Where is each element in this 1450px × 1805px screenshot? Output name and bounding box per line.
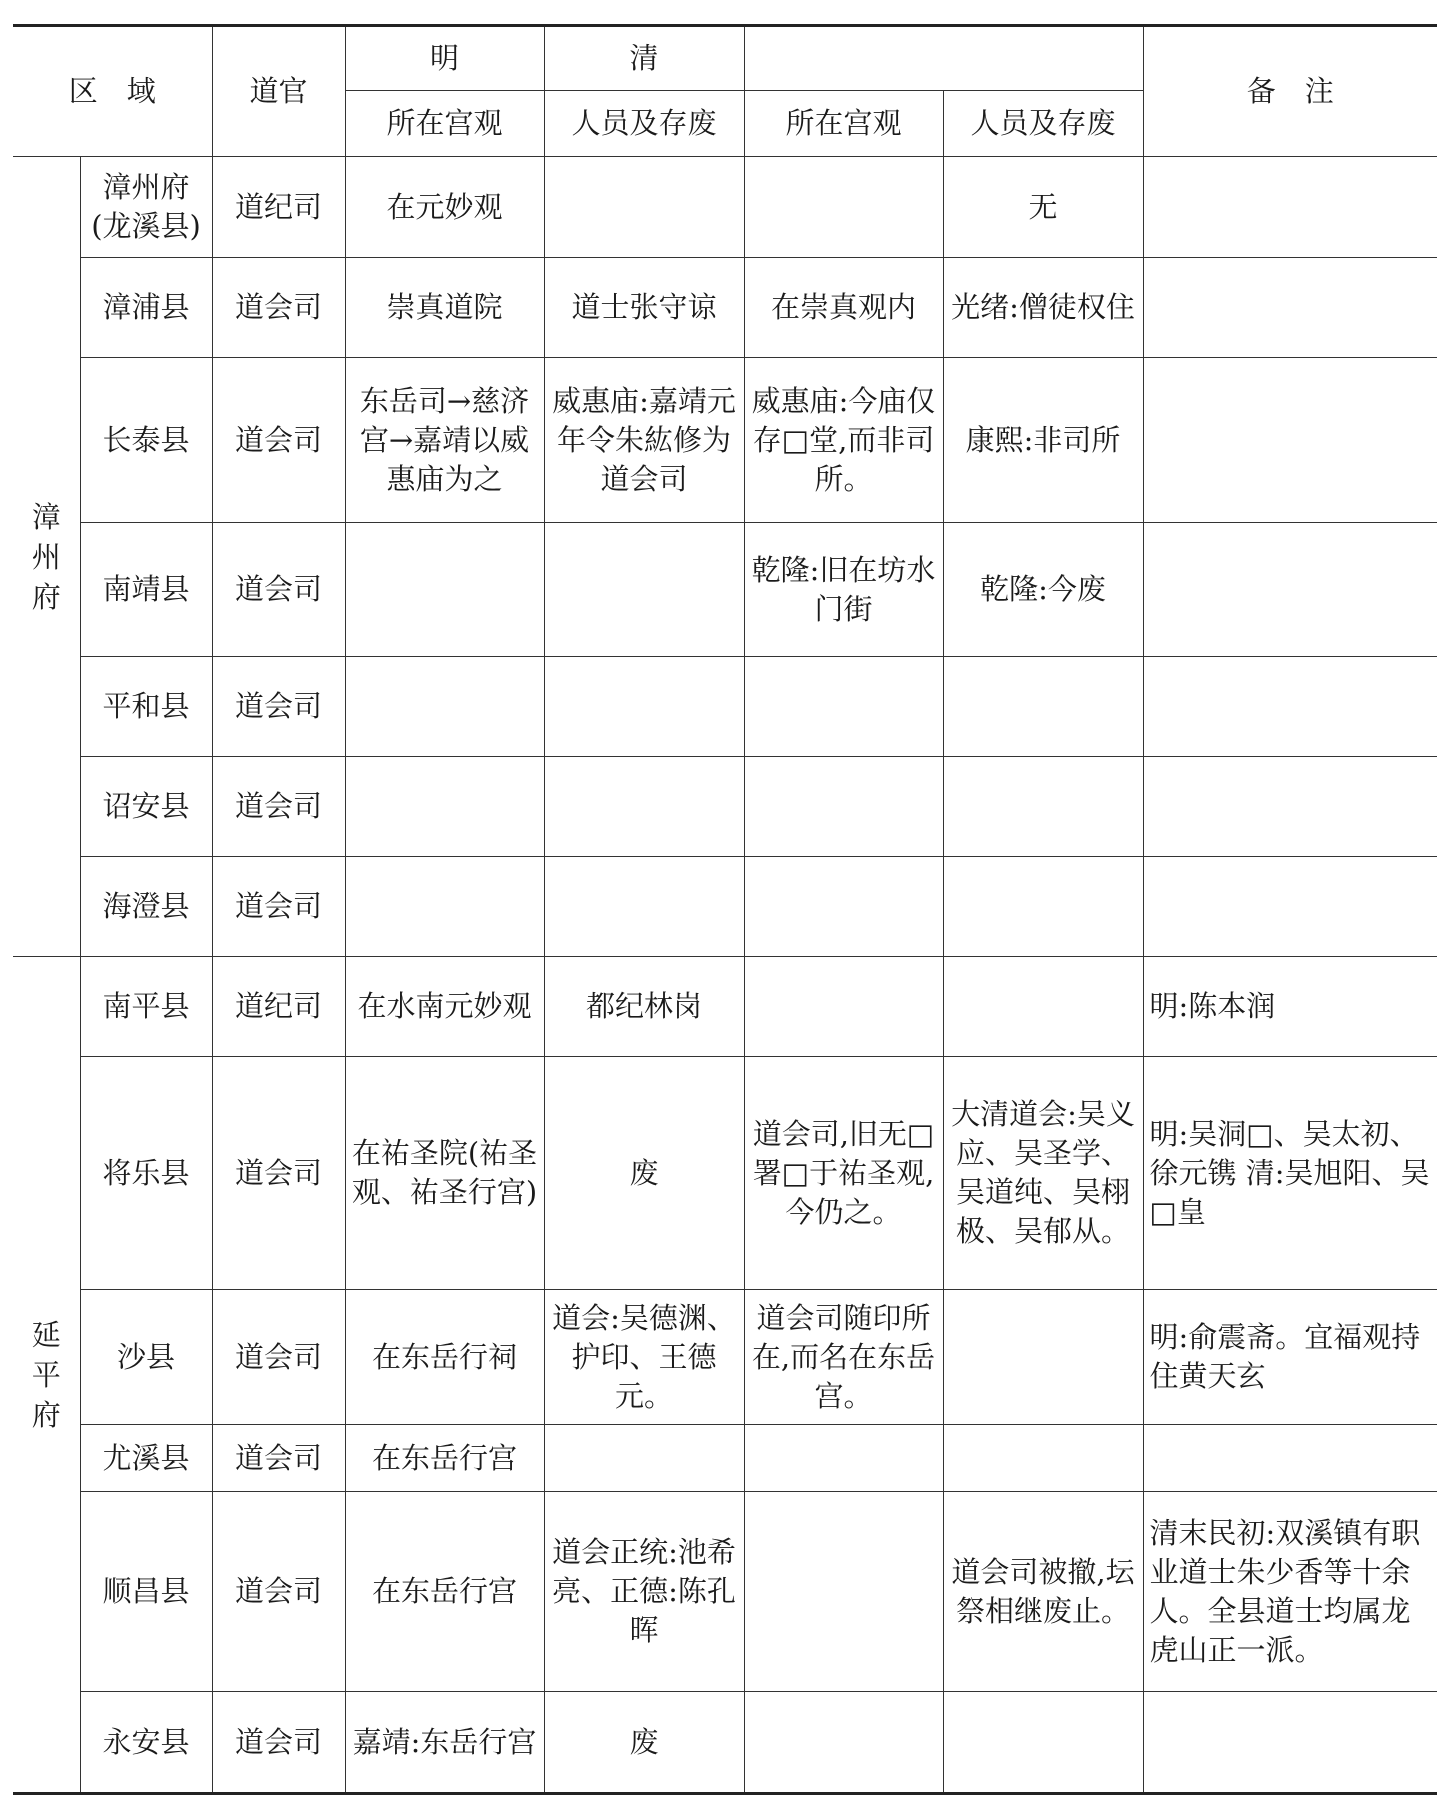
note-cell (1143, 757, 1437, 857)
header-row-1 (13, 26, 1437, 91)
county-cell: 南靖县 (80, 523, 212, 657)
table-row (13, 657, 1437, 757)
office-cell: 道会司 (212, 757, 345, 857)
county-cell: 漳浦县 (80, 258, 212, 358)
note-cell (1143, 657, 1437, 757)
qing-place-cell (744, 1492, 943, 1692)
ming-people-cell: 都纪林岗 (544, 957, 744, 1057)
table-body (13, 26, 1437, 1794)
office-cell: 道纪司 (212, 957, 345, 1057)
table-row (13, 1692, 1437, 1794)
ming-people-cell (544, 157, 744, 258)
ming-place-cell: 在元妙观 (345, 157, 544, 258)
header-ming: 明 (345, 26, 544, 91)
table-row (13, 957, 1437, 1057)
county-cell: 永安县 (80, 1692, 212, 1794)
note-cell (1143, 258, 1437, 358)
qing-people-cell: 康熙:非司所 (943, 358, 1143, 523)
qing-place-cell (744, 957, 943, 1057)
qing-people-cell (943, 1290, 1143, 1425)
qing-people-cell: 无 (943, 157, 1143, 258)
qing-people-cell: 光绪:僧徒权住 (943, 258, 1143, 358)
prefecture-label: 漳州府 (31, 499, 61, 614)
prefecture-cell (13, 157, 80, 957)
table-row (13, 1290, 1437, 1425)
table-row (13, 157, 1437, 258)
ming-people-cell: 废 (544, 1057, 744, 1290)
office-cell: 道会司 (212, 1492, 345, 1692)
qing-place-cell (744, 657, 943, 757)
ming-place-cell: 东岳司→慈济宫→嘉靖以威惠庙为之 (345, 358, 544, 523)
table-row (13, 757, 1437, 857)
qing-people-cell (943, 957, 1143, 1057)
qing-people-cell: 大清道会:吴义应、吴圣学、吴道纯、吴栩极、吴郁从。 (943, 1057, 1143, 1290)
note-cell (1143, 523, 1437, 657)
ming-people-cell (544, 857, 744, 957)
table-row (13, 523, 1437, 657)
qing-place-cell: 道会司,旧无□署□于祐圣观,今仍之。 (744, 1057, 943, 1290)
header-empty (744, 26, 1143, 91)
qing-place-cell (744, 857, 943, 957)
ming-place-cell (345, 857, 544, 957)
ming-place-cell: 在祐圣院(祐圣观、祐圣行宫) (345, 1057, 544, 1290)
qing-people-cell (943, 857, 1143, 957)
county-cell: 将乐县 (80, 1057, 212, 1290)
office-cell: 道纪司 (212, 157, 345, 258)
county-cell: 沙县 (80, 1290, 212, 1425)
office-cell: 道会司 (212, 1290, 345, 1425)
qing-place-cell (744, 757, 943, 857)
county-cell: 海澄县 (80, 857, 212, 957)
header-sub: 人员及存废 (544, 91, 744, 157)
table-row (13, 857, 1437, 957)
county-cell: 尤溪县 (80, 1425, 212, 1492)
county-cell: 诏安县 (80, 757, 212, 857)
header-sub: 所在宫观 (744, 91, 943, 157)
office-cell: 道会司 (212, 358, 345, 523)
qing-place-cell: 威惠庙:今庙仅存□堂,而非司所。 (744, 358, 943, 523)
qing-place-cell: 道会司随印所在,而名在东岳宫。 (744, 1290, 943, 1425)
ming-place-cell (345, 523, 544, 657)
qing-people-cell: 乾隆:今废 (943, 523, 1143, 657)
note-cell (1143, 857, 1437, 957)
ming-people-cell (544, 757, 744, 857)
office-cell: 道会司 (212, 523, 345, 657)
ming-people-cell: 废 (544, 1692, 744, 1794)
prefecture-cell (13, 957, 80, 1794)
qing-place-cell (744, 157, 943, 258)
header-region: 区 域 (13, 26, 212, 157)
ming-place-cell: 在东岳行宫 (345, 1492, 544, 1692)
qing-place-cell: 乾隆:旧在坊水门街 (744, 523, 943, 657)
header-sub: 人员及存废 (943, 91, 1143, 157)
county-cell: 长泰县 (80, 358, 212, 523)
table-row (13, 1425, 1437, 1492)
header-sub: 所在宫观 (345, 91, 544, 157)
ming-place-cell: 在水南元妙观 (345, 957, 544, 1057)
office-cell: 道会司 (212, 1057, 345, 1290)
note-cell (1143, 157, 1437, 258)
ming-people-cell: 道士张守谅 (544, 258, 744, 358)
ming-people-cell (544, 1425, 744, 1492)
taoist-offices-table (13, 24, 1437, 1795)
note-cell: 明:陈本润 (1143, 957, 1437, 1057)
county-cell: 漳州府(龙溪县) (80, 157, 212, 258)
office-cell: 道会司 (212, 1692, 345, 1794)
table-row (13, 358, 1437, 523)
office-cell: 道会司 (212, 258, 345, 358)
table-row (13, 1492, 1437, 1692)
note-cell (1143, 358, 1437, 523)
ming-place-cell (345, 657, 544, 757)
ming-place-cell: 在东岳行祠 (345, 1290, 544, 1425)
ming-place-cell: 嘉靖:东岳行宫 (345, 1692, 544, 1794)
qing-people-cell (943, 757, 1143, 857)
ming-place-cell: 在东岳行宫 (345, 1425, 544, 1492)
note-cell: 明:俞震斋。宜福观持住黄天玄 (1143, 1290, 1437, 1425)
county-cell: 平和县 (80, 657, 212, 757)
office-cell: 道会司 (212, 657, 345, 757)
qing-place-cell: 在崇真观内 (744, 258, 943, 358)
qing-people-cell: 道会司被撤,坛祭相继废止。 (943, 1492, 1143, 1692)
ming-people-cell: 威惠庙:嘉靖元年令朱紘修为道会司 (544, 358, 744, 523)
ming-people-cell: 道会正统:池希亮、正德:陈孔晖 (544, 1492, 744, 1692)
qing-people-cell (943, 1425, 1143, 1492)
ming-people-cell (544, 657, 744, 757)
ming-people-cell (544, 523, 744, 657)
note-cell: 清末民初:双溪镇有职业道士朱少香等十余人。全县道士均属龙虎山正一派。 (1143, 1492, 1437, 1692)
qing-place-cell (744, 1425, 943, 1492)
note-cell (1143, 1692, 1437, 1794)
prefecture-label: 延平府 (31, 1317, 61, 1432)
table-row (13, 258, 1437, 358)
ming-place-cell (345, 757, 544, 857)
county-cell: 顺昌县 (80, 1492, 212, 1692)
office-cell: 道会司 (212, 857, 345, 957)
note-cell: 明:吴洞□、吴太初、徐元镌 清:吴旭阳、吴□皇 (1143, 1057, 1437, 1290)
header-qing: 清 (544, 26, 744, 91)
qing-people-cell (943, 657, 1143, 757)
table-row (13, 1057, 1437, 1290)
header-official: 道官 (212, 26, 345, 157)
ming-people-cell: 道会:吴德渊、护印、王德元。 (544, 1290, 744, 1425)
qing-people-cell (943, 1692, 1143, 1794)
header-note: 备 注 (1143, 26, 1437, 157)
qing-place-cell (744, 1692, 943, 1794)
county-cell: 南平县 (80, 957, 212, 1057)
ming-place-cell: 崇真道院 (345, 258, 544, 358)
note-cell (1143, 1425, 1437, 1492)
office-cell: 道会司 (212, 1425, 345, 1492)
